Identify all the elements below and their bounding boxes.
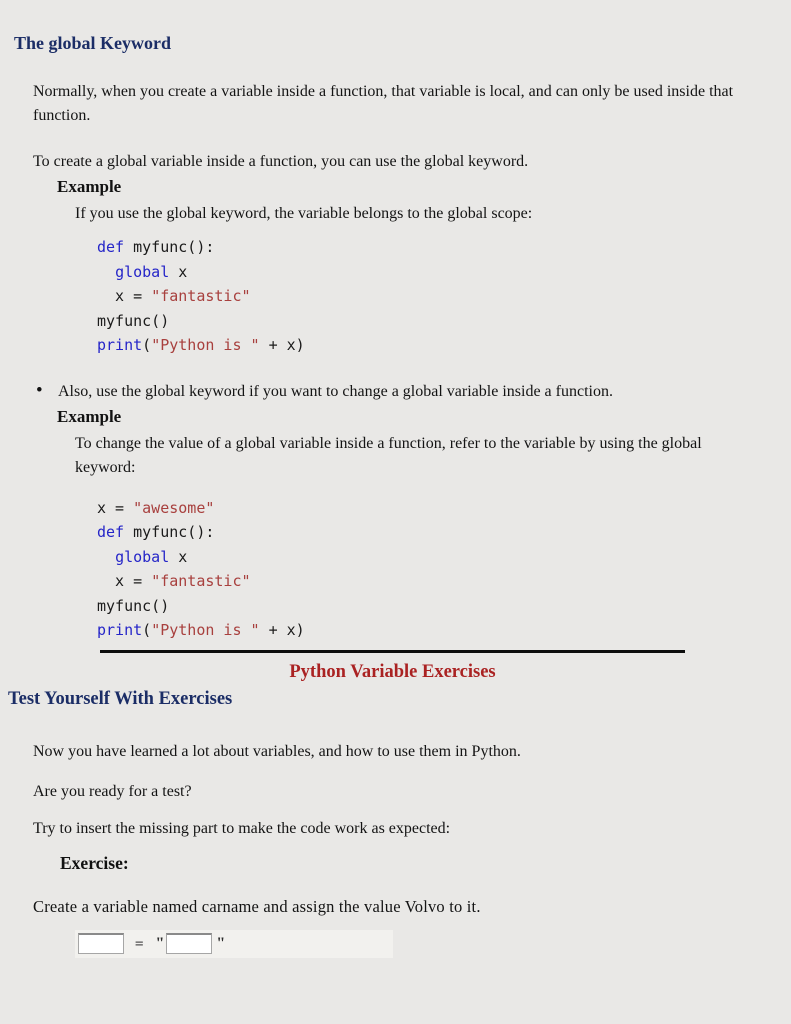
python-code-block-1: def myfunc(): global x x = "fantastic" myfunc() print("Python is " + x) — [97, 238, 305, 354]
exercise-task: Create a variable named carname and assign the value Volvo to it. — [33, 896, 481, 916]
bullet-item: • Also, use the global keyword if you want to change a global variable inside a function. — [58, 380, 758, 404]
section-divider — [100, 650, 685, 653]
open-quote: " — [155, 934, 165, 952]
variable-value-input[interactable] — [166, 933, 212, 954]
exercise-code-row — [75, 930, 393, 958]
exercise-heading: Exercise: — [60, 852, 129, 873]
close-quote: " — [216, 934, 226, 952]
insert-missing-paragraph: Try to insert the missing part to make the code work as expected: — [33, 819, 451, 837]
variable-name-input[interactable] — [78, 933, 124, 954]
learned-paragraph: Now you have learned a lot about variables, and how to use them in Python. — [33, 742, 521, 760]
intro-paragraph: Normally, when you create a variable inside a function, that variable is local, and can only be used inside that function. — [33, 83, 734, 124]
create-global-paragraph: To create a global variable inside a function, you can use the global keyword. — [33, 153, 529, 170]
example-description-2: To change the value of a global variable inside a function, refer to the variable by using the global keyword: — [75, 434, 702, 476]
example-heading-1: Example — [57, 177, 122, 196]
example-heading-2: Example — [57, 406, 122, 426]
test-yourself-heading: Test Yourself With Exercises — [8, 688, 233, 709]
example-description-1: If you use the global keyword, the variable belongs to the global scope: — [75, 205, 533, 222]
equals-sign: = — [135, 935, 144, 952]
exercises-banner: Python Variable Exercises — [289, 661, 496, 682]
python-code-block-2: x = "awesome" def myfunc(): global x x = "fantastic" myfunc() print("Python is " + x) — [97, 498, 305, 639]
ready-paragraph: Are you ready for a test? — [33, 782, 192, 800]
page-title: The global Keyword — [14, 33, 172, 53]
